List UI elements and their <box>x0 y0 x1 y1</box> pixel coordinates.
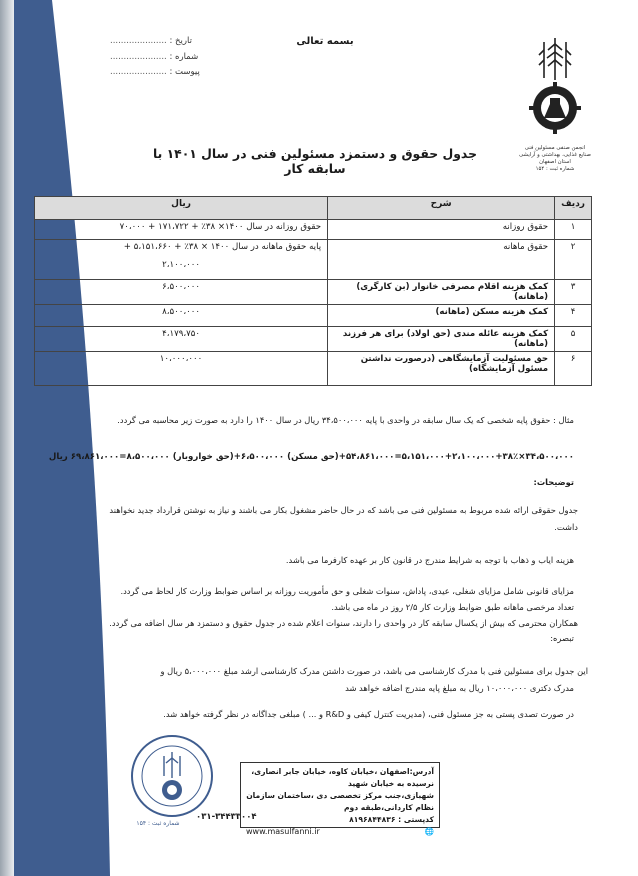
scan-shadow <box>0 0 14 876</box>
logo-caption-line3: استان اصفهان <box>539 159 571 165</box>
basmala: بسمه تعالی <box>296 36 354 47</box>
note-b1a: این جدول برای مسئولین فنی با مدرک کارشناسی می باشد، در صورت داشتن مدرک کارشناسی ارشد مبلغ ۵،۰۰۰،۰۰۰ ریال و <box>160 666 588 676</box>
row-desc: کمک هزینه اقلام مصرفی خانوار (بن کارگری) (ماهانه) <box>328 280 555 305</box>
date-dots: ..................... <box>110 36 167 46</box>
table-row <box>35 352 592 386</box>
example-calc: ۳۴،۵۰۰،۰۰۰×۳۸٪+۵،۱۵۱،۰۰۰+۲،۱۰۰،۰۰۰=۵۴،۸۶۱،۰۰۰+(حق مسکن) ۶،۵۰۰،۰۰۰+(حق خواروبار) ۸،۵۰۰،۰۰۰=۶۹،۸۶۱،۰۰۰ ریال <box>48 452 574 462</box>
note-p1a: جدول حقوقی ارائه شده مربوط به مسئولین فنی می باشد که در حال حاضر مشغول بکار می باشند و نیاز به نوشتن قرارداد جدید نخواهند <box>109 505 578 515</box>
row-val: ۸،۵۰۰،۰۰۰ <box>35 305 328 327</box>
note-b2: در صورت تصدی پستی به جز مسئول فنی، (مدیریت کنترل کیفی و R&D و ... ) مبلغی جداگانه در نظر گرفته خواهد شد. <box>163 709 574 719</box>
number-dots: ..................... <box>110 52 167 62</box>
note-p3: مزایای قانونی شامل مزایای شغلی، عیدی، پاداش، سنوات شغلی و حق مأموریت روزانه بر اساس ضوابط وزارت کار لحاظ می گردد. <box>120 586 574 596</box>
row-val-line1: پایه حقوق ماهانه در سال ۱۴۰۰ × ۳۸٪ + ۵،۱۵۱،۶۶۰ + <box>123 242 322 252</box>
row-desc: حقوق ماهانه <box>328 240 555 280</box>
globe-icon: 🌐 <box>424 827 434 836</box>
row-num: ۴ <box>555 305 592 327</box>
row-val <box>35 240 328 280</box>
decorative-band <box>14 0 110 876</box>
row-val: ۴،۱۷۹،۷۵۰ <box>35 327 328 352</box>
table-row <box>35 305 592 327</box>
address-line2: شهبازی،جنب مرکز تخصصی دی ،ساختمان سازمان نظام کاردانی،طبقه دوم <box>246 791 434 812</box>
logo-caption-line2: صنایع غذایی، بهداشتی و آرایشی <box>519 152 591 158</box>
table-row <box>35 220 592 240</box>
row-val: ۱۰،۰۰۰،۰۰۰ <box>35 352 328 386</box>
address-line1: آدرس:اصفهان ،خیابان کاوه، خیابان جابر انصاری، نرسیده به خیابان شهید <box>251 767 434 788</box>
document-title: جدول حقوق و دستمزد مسئولین فنی در سال ۱۴۰۱ با سابقه کار <box>152 146 478 176</box>
row-num: ۲ <box>555 240 592 280</box>
row-num: ۵ <box>555 327 592 352</box>
table-row <box>35 240 592 280</box>
row-num: ۶ <box>555 352 592 386</box>
association-logo <box>526 34 584 144</box>
attachment-label: پیوست : <box>169 67 200 77</box>
note-p4: تعداد مرخصی ماهانه طبق ضوابط وزارت کار ۲/۵ روز در ماه می باشد. <box>331 602 574 612</box>
seal-number: شماره ثبت : ۱۵۴ <box>136 820 180 827</box>
date-label: تاریخ : <box>169 36 192 46</box>
attachment-line <box>110 67 200 77</box>
row-desc: کمک هزینه مسکن (ماهانه) <box>328 305 555 327</box>
number-line <box>110 52 198 62</box>
footer-address-box <box>240 762 440 836</box>
row-num: ۱ <box>555 220 592 240</box>
row-val-line2: ۲،۱۰۰،۰۰۰ <box>162 260 200 270</box>
row-desc: کمک هزینه عائله مندی (حق اولاد) برای هر فرزند (ماهانه) <box>328 327 555 352</box>
note-p6: تبصره: <box>550 633 574 643</box>
note-p1b: داشت. <box>554 522 578 532</box>
footer-contact-row <box>246 826 434 838</box>
row-val: حقوق روزانه در سال ۱۴۰۰× ۳۸٪ + ۱۷۱،۷۲۲ + ۷۰،۰۰۰ <box>35 220 328 240</box>
table-row <box>35 327 592 352</box>
note-p5: همکاران محترمی که بیش از یکسال سابقه کار در واحدی را دارند، سنوات اعلام شده در جدول حقوق و دستمزد هر سال اضافه می گردد. <box>109 618 578 628</box>
notes-heading: توضیحات: <box>533 477 574 487</box>
salary-table <box>34 196 592 386</box>
association-seal <box>128 732 216 820</box>
table-header-row <box>35 197 592 220</box>
header-desc: شرح <box>328 197 555 220</box>
logo-caption-line4: شماره ثبت : ۱۵۴ <box>535 166 575 172</box>
row-num: ۳ <box>555 280 592 305</box>
date-line <box>110 36 192 46</box>
attachment-dots: ..................... <box>110 67 167 77</box>
row-desc: حقوق روزانه <box>328 220 555 240</box>
website-link[interactable]: www.masulfanni.ir <box>246 827 320 836</box>
postal-code: کدپستی : ۸۱۹۶۸۴۴۸۳۶ <box>349 815 434 824</box>
row-desc: حق مسئولیت آزمایشگاهی (درصورت نداشتن مسئول آزمایشگاه) <box>328 352 555 386</box>
note-p2: هزینه ایاب و ذهاب با توجه به شرایط مندرج در قانون کار بر عهده کارفرما می باشد. <box>285 555 574 565</box>
header-num: ردیف <box>555 197 592 220</box>
example-intro: مثال : حقوق پایه شخصی که یک سال سابقه در واحدی با پایه ۳۴،۵۰۰،۰۰۰ ریال در سال ۱۴۰۰ را دارد به صورت زیر محاسبه می گردد. <box>117 415 574 425</box>
note-b1b: مدرک دکتری ۱۰،۰۰۰،۰۰۰ ریال به مبلغ پایه مندرج اضافه خواهد شد <box>345 683 574 693</box>
footer-phone: ۰۳۱-۳۴۴۳۳۰۰۴ <box>196 812 257 822</box>
logo-caption-line1: انجمن صنفی مسئولین فنی <box>524 145 586 151</box>
row-val: ۶،۵۰۰،۰۰۰ <box>35 280 328 305</box>
number-label: شماره : <box>169 52 199 62</box>
header-val: ریال <box>35 197 328 220</box>
logo-caption <box>512 145 598 173</box>
table-row <box>35 280 592 305</box>
